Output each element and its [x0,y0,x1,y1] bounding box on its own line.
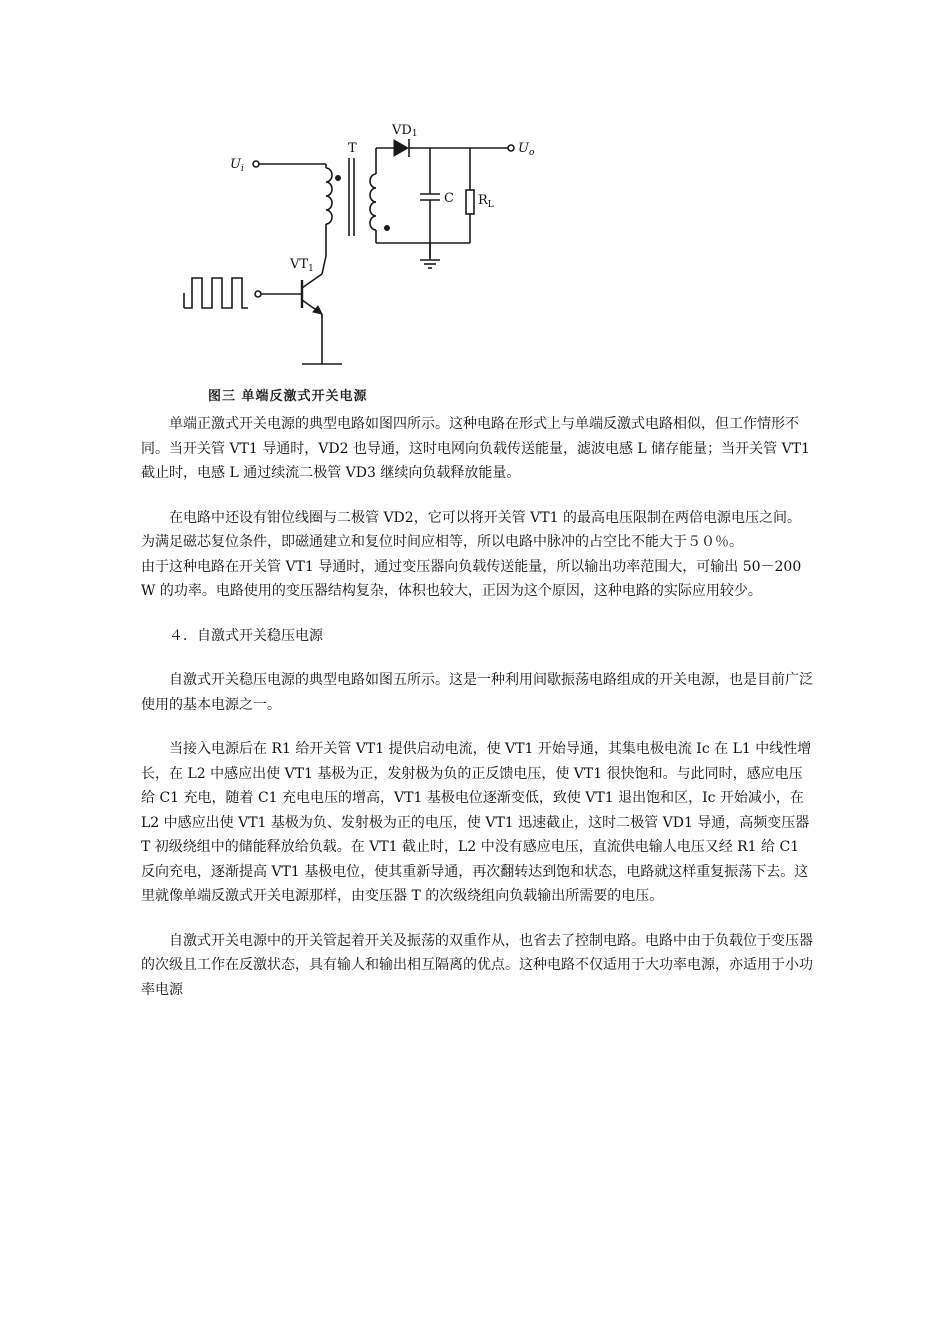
uo-label: $U_o$ [518,141,535,158]
base-terminal [255,291,261,297]
circuit-diagram [178,108,533,408]
paragraph-self-excited-intro: 自激式开关稳压电源的典型电路如图五所示。这是一种利用间歇振荡电路组成的开关电源，也是目前广泛使用的基本电源之一。 [141,672,813,713]
vt-label: $VT_1$ [290,257,314,274]
paragraph-clamp-winding: 在电路中还设有钳位线圈与二极管 VD2，它可以将开关管 VT1 的最高电压限制在两倍电源电压之间。为满足磁芯复位条件，即磁通建立和复位时间应相等，所以电路中脉冲的占空比不能大于５０％。 [141,509,801,550]
secondary-winding [370,174,376,230]
uo-terminal [508,145,514,151]
paragraph-forward-converter: 单端正激式开关电源的典型电路如图四所示。这种电路在形式上与单端反激式电路相似，但工作情形不同。当开关管 VT1 导通时，VD2 也导通，这时电网向负载传送能量，滤波电感 L 储存能量；当开关管 VT1 截止时，电感 L 通过续流二极管 VD3 继续向负载释放能量。 [141,416,810,481]
ui-label: $U_i$ [230,157,244,174]
square-wave-signal [184,278,248,308]
load-resistor-rl [466,190,474,214]
primary-dot [336,176,341,181]
paragraph-output-power: 由于这种电路在开关管 VT1 导通时，通过变压器向负载传送能量，所以输出功率范围大，可输出 50－200 W 的功率。电路使用的变压器结构复杂，体积也较大，正因为这个原因，这种电路的实际应用较少。 [141,558,802,599]
c-label: C [444,191,454,206]
ui-terminal [253,161,259,167]
rl-label: $R_L$ [478,193,494,210]
vd-label: VD1 [392,123,418,139]
paragraph-oscillation-process: 当接入电源后在 R1 给开关管 VT1 提供启动电流，使 VT1 开始导通，其集电极电流 Ic 在 L1 中线性增长，在 L2 中感应出使 VT1 基极为正，发射极为负的正反馈电压，使 VT1 很快饱和。与此同时，感应电压给 C1 充电，随着 C1 充电电压的增高，VT1 基极电位逐渐变低，致使 VT1 退出饱和区，Ic 开始减小，在 L2 中感应出使 VT1 基极为负、发射极为正的电压，使 VT1 迅速截止，这时二极管 VD1 导通，高频变压器 T 初级绕组中的储能释放给负载。在 VT1 截止时，L2 中没有感应电压，直流供电输人电压又经 R1 给 C1 反向充电，逐渐提高 VT1 基极电位，使其重新导通，再次翻转达到饱和状态，电路就这样重复振荡下去。这里就像单端反激式开关电源那样，由变压器 T 的次级绕组向负载输出所需要的电压。 [141,741,812,904]
paragraph-advantages: 自激式开关电源中的开关管起着开关及振荡的双重作从，也省去了控制电路。电路中由于负载位于变压器的次级且工作在反激状态，具有输人和输出相互隔离的优点。这种电路不仅适用于大功率电源，亦适用于小功率电源 [141,932,813,998]
figure-caption: 图三 单端反激式开关电源 [208,389,368,404]
section-heading: ４．自激式开关稳压电源 [169,627,323,644]
flyback-circuit-figure [178,108,533,408]
secondary-dot [385,226,390,231]
diode-vd1 [394,140,408,156]
t-label: T [348,141,357,156]
primary-winding [326,168,332,224]
document-body [141,412,813,1002]
